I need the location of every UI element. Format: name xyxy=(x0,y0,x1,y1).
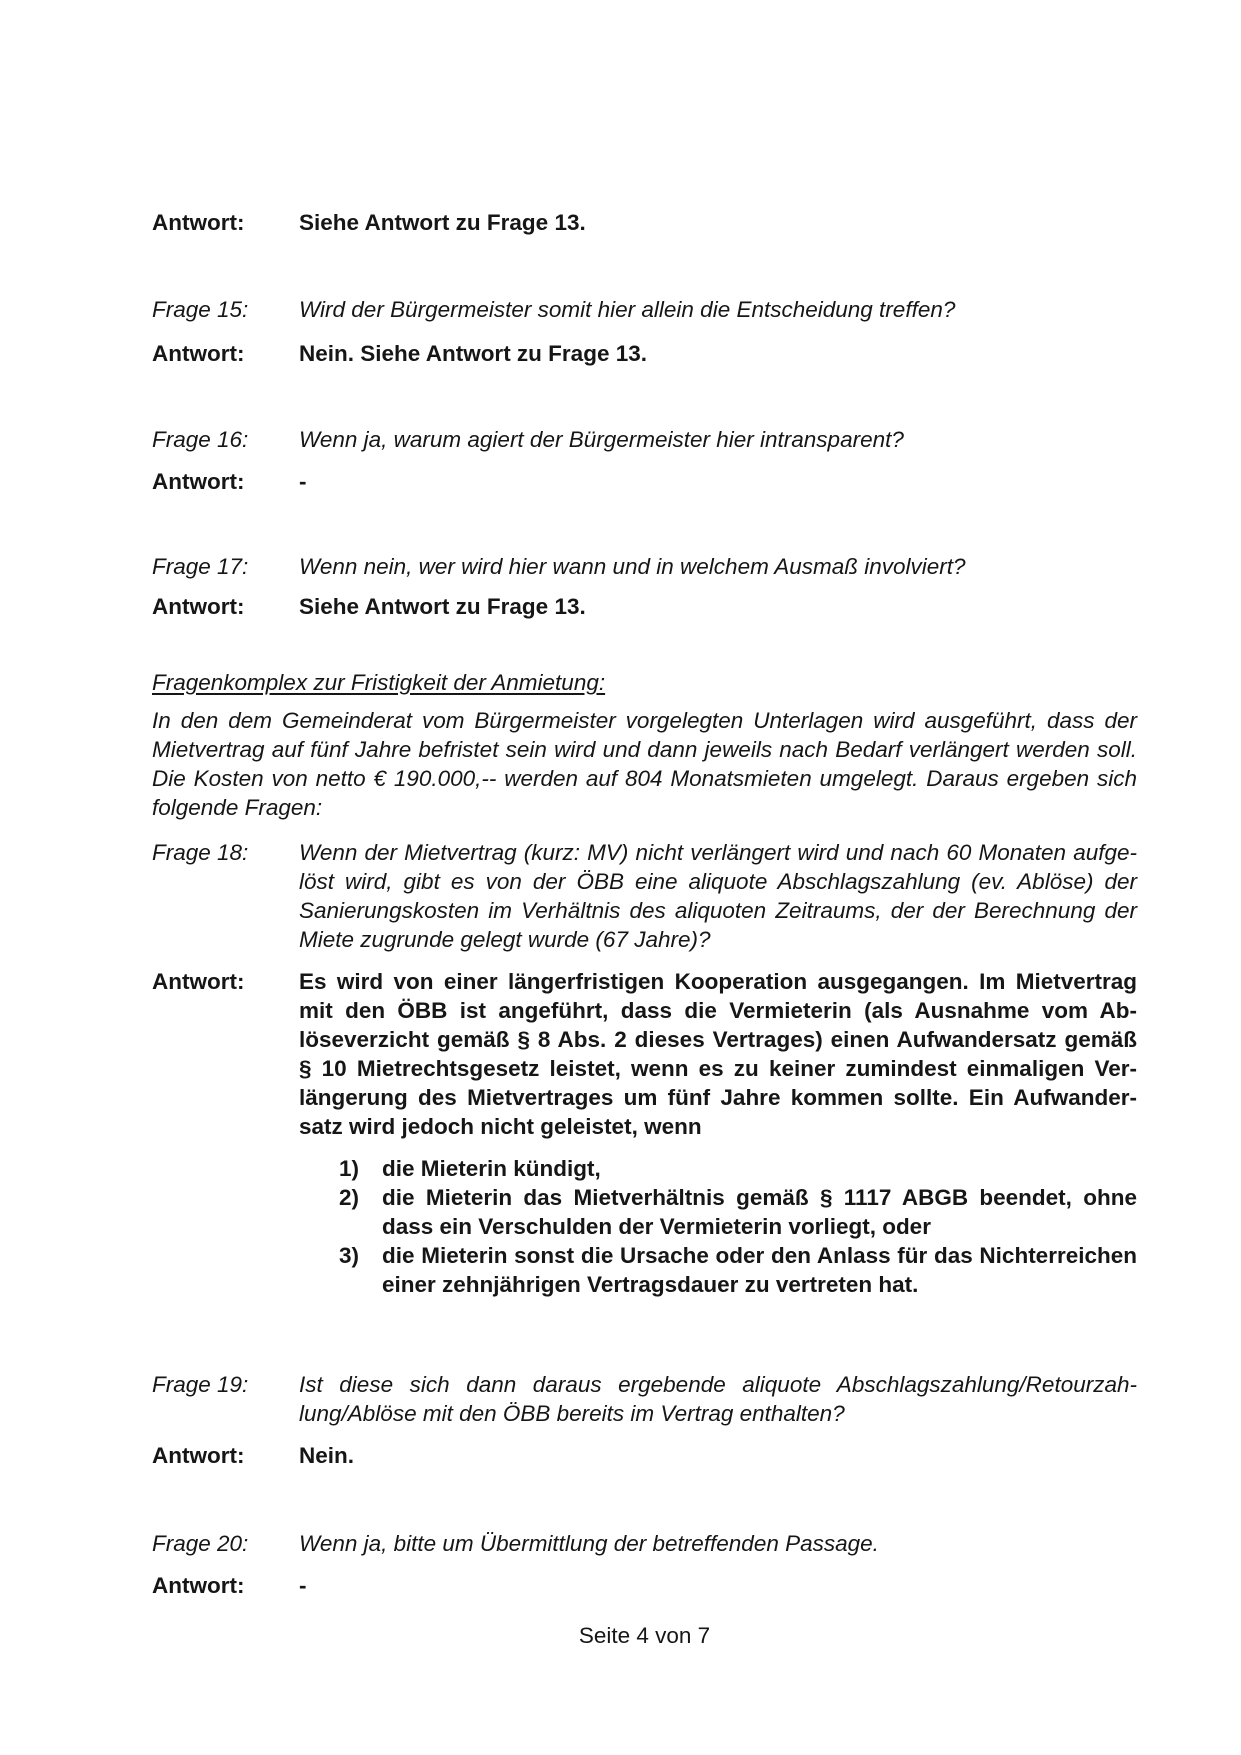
list-item-text xyxy=(382,1183,1137,1241)
answer-text xyxy=(299,592,1137,621)
list-item-text xyxy=(382,1241,1137,1299)
answer-text-line: Siehe Antwort zu Frage 13. xyxy=(299,594,586,619)
list-item-line: die Mieterin das Mietverhältnis gemäß § 1117 ABGB beendet, ohne xyxy=(382,1185,1137,1210)
question-row-16 xyxy=(152,425,1137,454)
list-item-line: einer zehnjährigen Vertragsdauer zu vertreten hat. xyxy=(382,1272,919,1297)
answer-text xyxy=(299,1441,1137,1470)
intro-line: Mietvertrag auf fünf Jahre befristet sein wird und dann jeweils nach Bedarf verlängert werden soll. xyxy=(152,737,1137,762)
question-text-line: lung/Ablöse mit den ÖBB bereits im Vertrag enthalten? xyxy=(299,1401,845,1426)
question-text-line: Wenn ja, bitte um Übermittlung der betreffenden Passage. xyxy=(299,1531,879,1556)
question-text-line: Sanierungskosten im Verhältnis des aliquoten Zeitraums, der der Berechnung der xyxy=(299,898,1137,923)
answer-text xyxy=(299,208,1137,237)
answer-label: Antwort: xyxy=(152,969,245,994)
answer-text xyxy=(299,339,1137,368)
question-text-line: Miete zugrunde gelegt wurde (67 Jahre)? xyxy=(299,927,711,952)
question-row-19 xyxy=(152,1370,1137,1428)
answer-text-line: löseverzicht gemäß § 8 Abs. 2 dieses Vertrages) einen Aufwandersatz gemäß xyxy=(299,1027,1137,1052)
intro-line: In den dem Gemeinderat vom Bürgermeister vorgelegten Unterlagen wird ausgeführt, dass der xyxy=(152,708,1137,733)
list-item-number: 2) xyxy=(339,1185,360,1210)
question-19-label: Frage 19: xyxy=(152,1372,249,1397)
numbered-list xyxy=(339,1154,1137,1299)
question-15-text xyxy=(299,295,1137,324)
answer-row-19 xyxy=(152,1441,1137,1470)
question-18-text xyxy=(299,838,1137,954)
intro-line: Die Kosten von netto € 190.000,-- werden auf 804 Monatsmieten umgelegt. Daraus ergeben sich xyxy=(152,766,1137,791)
answer-text xyxy=(299,967,1137,1299)
answer-row-20 xyxy=(152,1571,1137,1600)
intro-line: folgende Fragen: xyxy=(152,795,323,820)
list-item-text xyxy=(382,1154,1137,1183)
answer-text-line: Siehe Antwort zu Frage 13. xyxy=(299,210,586,235)
list-item-number: 3) xyxy=(339,1243,360,1268)
answer-text xyxy=(299,467,1137,496)
list-item-line: dass ein Verschulden der Vermieterin vorliegt, oder xyxy=(382,1214,931,1239)
question-15-label: Frage 15: xyxy=(152,297,249,322)
answer-label: Antwort: xyxy=(152,210,245,235)
question-text-line: Wenn nein, wer wird hier wann und in welchem Ausmaß involviert? xyxy=(299,554,966,579)
answer-row-17 xyxy=(152,592,1137,621)
section-heading: Fragenkomplex zur Fristigkeit der Anmietung: xyxy=(152,670,606,695)
question-20-text xyxy=(299,1529,1137,1558)
answer-row-14 xyxy=(152,208,1137,237)
question-17-label: Frage 17: xyxy=(152,554,249,579)
answer-text-line: Es wird von einer längerfristigen Kooperation ausgegangen. Im Mietvertrag xyxy=(299,969,1137,994)
list-item-line: die Mieterin kündigt, xyxy=(382,1156,601,1181)
answer-label: Antwort: xyxy=(152,1573,245,1598)
list-item-line: die Mieterin sonst die Ursache oder den Anlass für das Nichterreichen xyxy=(382,1243,1137,1268)
answer-dash: - xyxy=(299,469,307,494)
question-19-text xyxy=(299,1370,1137,1428)
list-item-number: 1) xyxy=(339,1156,360,1181)
answer-row-18 xyxy=(152,967,1137,1299)
question-row-18 xyxy=(152,838,1137,954)
answer-text-line: satz wird jedoch nicht geleistet, wenn xyxy=(299,1114,702,1139)
list-item-2 xyxy=(339,1183,1137,1241)
question-text-line: Wenn ja, warum agiert der Bürgermeister hier intransparent? xyxy=(299,427,904,452)
answer-text-line: § 10 Mietrechtsgesetz leistet, wenn es zu keiner zumindest einmaligen Ver- xyxy=(299,1056,1137,1081)
question-row-20 xyxy=(152,1529,1137,1558)
answer-text-line: längerung des Mietvertrages um fünf Jahre kommen sollte. Ein Aufwander- xyxy=(299,1085,1137,1110)
answer-text xyxy=(299,1571,1137,1600)
intro-paragraph xyxy=(152,706,1137,822)
answer-text-line: mit den ÖBB ist angeführt, dass die Vermieterin (als Ausnahme vom Ab- xyxy=(299,998,1137,1023)
question-17-text xyxy=(299,552,1137,581)
answer-text-line: Nein. xyxy=(299,1443,355,1468)
answer-row-16 xyxy=(152,467,1137,496)
question-row-17 xyxy=(152,552,1137,581)
list-item-1 xyxy=(339,1154,1137,1183)
answer-label: Antwort: xyxy=(152,594,245,619)
question-text-line: Wird der Bürgermeister somit hier allein die Entscheidung treffen? xyxy=(299,297,956,322)
page-footer: Seite 4 von 7 xyxy=(578,1623,711,1648)
list-item-3 xyxy=(339,1241,1137,1299)
answer-label: Antwort: xyxy=(152,469,245,494)
question-text-line: Ist diese sich dann daraus ergebende aliquote Abschlagszahlung/Retourzah- xyxy=(299,1372,1137,1397)
question-text-line: löst wird, gibt es von der ÖBB eine aliquote Abschlagszahlung (ev. Ablöse) der xyxy=(299,869,1137,894)
answer-label: Antwort: xyxy=(152,341,245,366)
question-18-label: Frage 18: xyxy=(152,840,249,865)
question-text-line: Wenn der Mietvertrag (kurz: MV) nicht verlängert wird und nach 60 Monaten aufge- xyxy=(299,840,1137,865)
answer-label: Antwort: xyxy=(152,1443,245,1468)
answer-row-15 xyxy=(152,339,1137,368)
answer-dash: - xyxy=(299,1573,307,1598)
question-row-15 xyxy=(152,295,1137,324)
question-16-label: Frage 16: xyxy=(152,427,249,452)
question-20-label: Frage 20: xyxy=(152,1531,249,1556)
question-16-text xyxy=(299,425,1137,454)
answer-text-line: Nein. Siehe Antwort zu Frage 13. xyxy=(299,341,647,366)
